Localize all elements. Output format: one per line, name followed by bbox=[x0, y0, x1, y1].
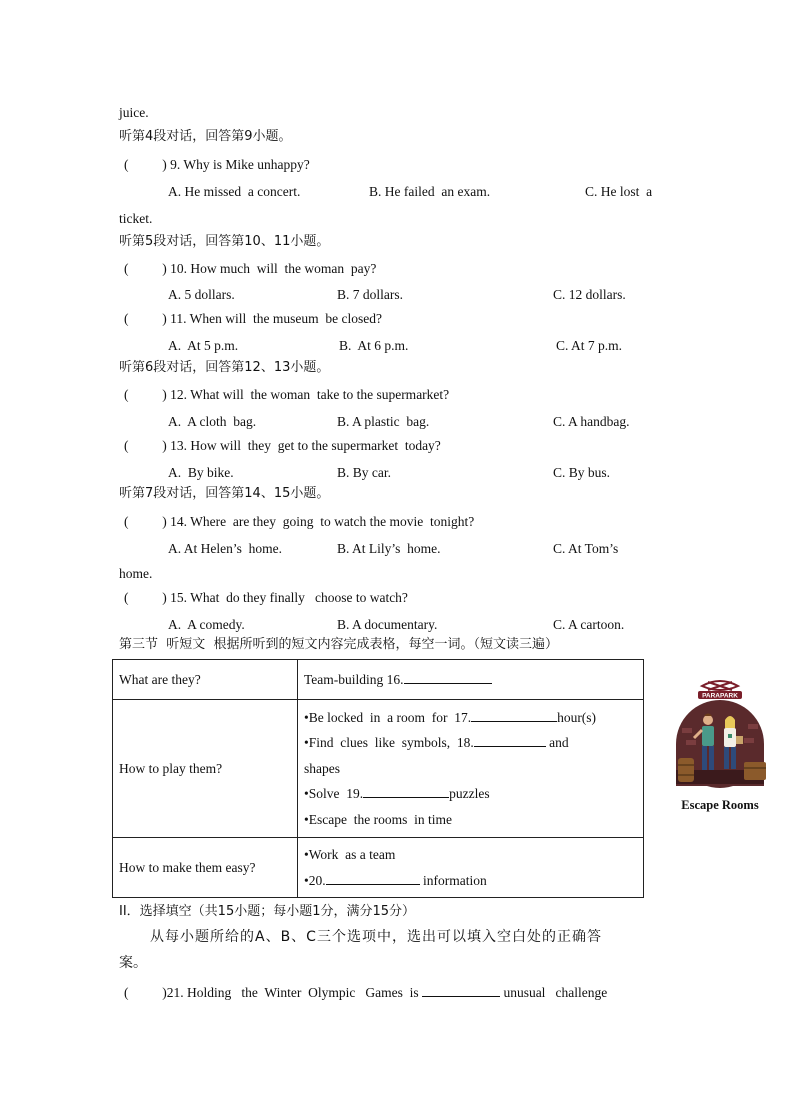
table-row bbox=[113, 838, 644, 898]
cell-text: •20. bbox=[304, 872, 326, 888]
q15-option-b: B. A documentary. bbox=[337, 617, 438, 632]
question-9: ( ) 9. Why is Mike unhappy? bbox=[124, 157, 310, 172]
barrel-icon bbox=[678, 758, 694, 782]
svg-text:PARAPARK: PARAPARK bbox=[702, 692, 738, 700]
answer-blank-19[interactable] bbox=[363, 786, 449, 798]
answer-blank-17[interactable] bbox=[471, 710, 557, 722]
bullet-line: •Escape the rooms in time bbox=[304, 811, 452, 827]
answer-blank-20[interactable] bbox=[326, 873, 420, 885]
q9-option-a: A. He missed a concert. bbox=[168, 184, 301, 199]
bullet-line-cont: shapes bbox=[304, 760, 340, 776]
question-21 bbox=[124, 985, 607, 1000]
answer-blank-21[interactable] bbox=[422, 985, 500, 997]
question-15: ( ) 15. What do they finally choose to watch? bbox=[124, 590, 408, 605]
cell-text: •Solve 19. bbox=[304, 786, 364, 802]
row-label-text: What are they? bbox=[119, 671, 201, 687]
answer-paren: ( ) bbox=[124, 985, 167, 1000]
q12-option-b: B. A plastic bag. bbox=[337, 414, 430, 429]
q13-option-b: B. By car. bbox=[337, 465, 391, 480]
bullet-line bbox=[304, 705, 637, 731]
q15-option-a: A. A comedy. bbox=[168, 617, 245, 632]
section-3-heading: 第三节 听短文 根据所听到的短文内容完成表格，每空一词。（短文读三遍） bbox=[119, 637, 559, 652]
cell-text: and bbox=[545, 735, 569, 751]
q9-option-b: B. He failed an exam. bbox=[369, 184, 491, 199]
cell-text: information bbox=[419, 872, 487, 888]
section-heading: 听第4段对话，回答第9小题。 bbox=[119, 129, 292, 144]
q14-option-c: C. At Tom’s bbox=[553, 541, 619, 556]
bullet-line bbox=[304, 868, 637, 894]
table-row bbox=[113, 660, 644, 700]
section-2-instructions-cont: 案。 bbox=[119, 955, 147, 971]
row-label-text: How to play them? bbox=[119, 760, 223, 776]
row-label bbox=[113, 700, 298, 838]
q15-option-c: C. A cartoon. bbox=[553, 617, 625, 632]
text-line: juice. bbox=[119, 105, 149, 120]
row-content bbox=[298, 838, 644, 898]
listening-table bbox=[112, 659, 644, 898]
q10-option-c: C. 12 dollars. bbox=[553, 287, 626, 302]
question-10: ( ) 10. How much will the woman pay? bbox=[124, 261, 377, 276]
q13-option-a: A. By bike. bbox=[168, 465, 234, 480]
escape-rooms-figure bbox=[664, 678, 776, 813]
question-13: ( ) 13. How will they get to the supermarket today? bbox=[124, 438, 441, 453]
q12-option-a: A. A cloth bag. bbox=[168, 414, 257, 429]
row-content bbox=[298, 700, 644, 838]
section-heading: 听第6段对话，回答第12、13小题。 bbox=[119, 360, 330, 375]
section-heading: 听第5段对话，回答第10、11小题。 bbox=[119, 234, 330, 249]
answer-blank-18[interactable] bbox=[474, 735, 546, 747]
q14-option-a: A. At Helen’s home. bbox=[168, 541, 282, 556]
answer-blank-16[interactable] bbox=[404, 672, 492, 684]
q9-option-c-cont: ticket. bbox=[119, 211, 153, 226]
q11-option-c: C. At 7 p.m. bbox=[556, 338, 623, 353]
row-label-text: How to make them easy? bbox=[119, 859, 256, 875]
q14-option-c-cont: home. bbox=[119, 566, 153, 581]
row-label bbox=[113, 838, 298, 898]
cell-text: •Find clues like symbols, 18. bbox=[304, 735, 474, 751]
cell-text: puzzles bbox=[449, 786, 490, 802]
q10-option-a: A. 5 dollars. bbox=[168, 287, 235, 302]
cell-text: hour(s) bbox=[557, 709, 597, 725]
question-14: ( ) 14. Where are they going to watch the movie tonight? bbox=[124, 514, 475, 529]
q11-option-b: B. At 6 p.m. bbox=[339, 338, 409, 353]
row-label bbox=[113, 660, 298, 700]
bullet-line: •Work as a team bbox=[304, 847, 396, 862]
section-2-instructions: 从每小题所给的A、B、C三个选项中，选出可以填入空白处的正确答 bbox=[150, 929, 602, 945]
q14-option-b: B. At Lily’s home. bbox=[337, 541, 441, 556]
question-11: ( ) 11. When will the museum be closed? bbox=[124, 311, 382, 326]
bullet-line bbox=[304, 730, 637, 756]
escape-room-illustration bbox=[664, 678, 776, 790]
cell-text: Team-building 16. bbox=[304, 671, 404, 687]
figure-caption: Escape Rooms bbox=[681, 798, 759, 812]
section-2-title: II．选择填空（共15小题；每小题1分，满分15分） bbox=[119, 904, 416, 919]
q11-option-a: A. At 5 p.m. bbox=[168, 338, 239, 353]
q10-option-b: B. 7 dollars. bbox=[337, 287, 403, 302]
question-21-text-cont: unusual challenge bbox=[503, 985, 608, 1000]
question-21-text: 21. Holding the Winter Olympic Games is bbox=[166, 985, 419, 1000]
q9-option-c: C. He lost a bbox=[585, 184, 653, 199]
bullet-line bbox=[304, 781, 637, 807]
table-row bbox=[113, 700, 644, 838]
section-heading: 听第7段对话，回答第14、15小题。 bbox=[119, 486, 330, 501]
cell-text: •Be locked in a room for 17. bbox=[304, 709, 472, 725]
row-content bbox=[298, 660, 644, 700]
parapark-logo bbox=[698, 681, 742, 700]
q13-option-c: C. By bus. bbox=[553, 465, 611, 480]
q12-option-c: C. A handbag. bbox=[553, 414, 630, 429]
question-12: ( ) 12. What will the woman take to the supermarket? bbox=[124, 387, 450, 402]
chest-icon bbox=[744, 762, 766, 780]
